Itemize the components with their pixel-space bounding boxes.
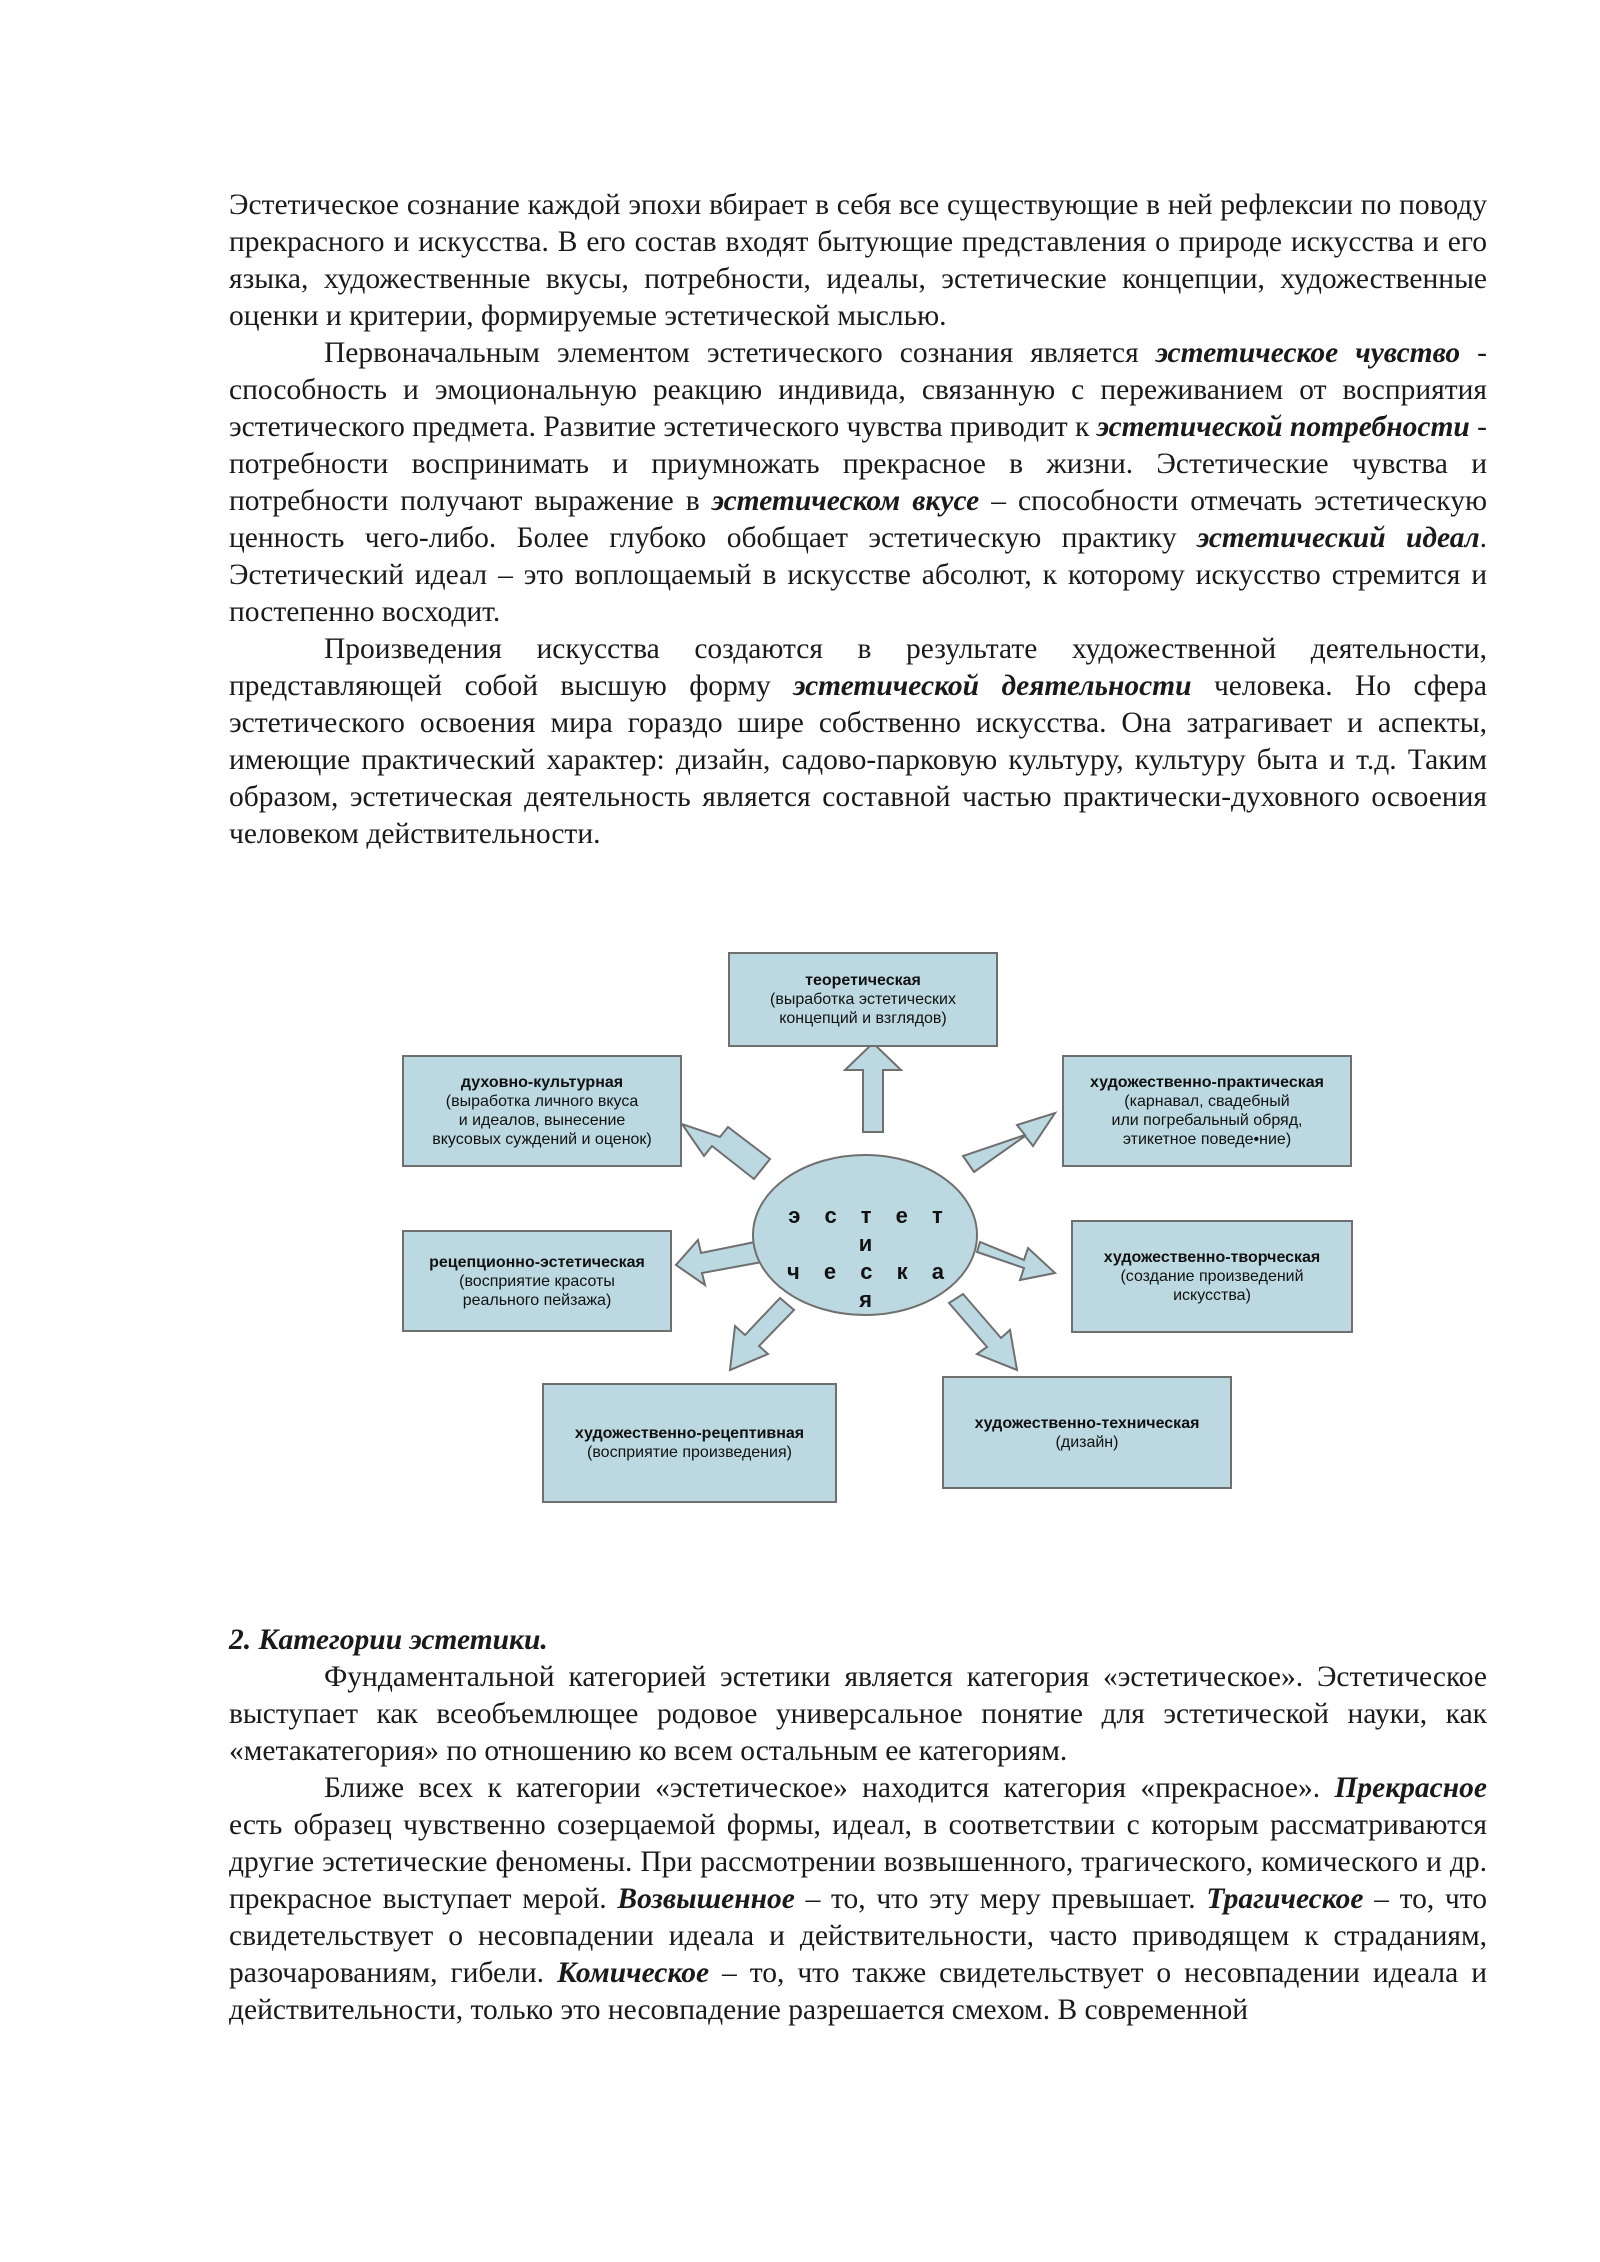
section-heading: 2. Категории эстетики. xyxy=(229,1624,548,1656)
box-creative-title: художественно-творческая xyxy=(1103,1249,1321,1266)
term-sublime: Возвышенное xyxy=(617,1883,795,1915)
paragraph-1: Эстетическое сознание каждой эпохи вбирает в себя все существующие в ней рефлексии по поводу прекрасного и искусства. В его состав входят бытующие представления о природе искусства и его языка, художественные вкусы, потребности, идеалы, эстетические концепции, художественные оценки и критерии, формируемые эстетической мыслью. xyxy=(229,189,1487,332)
box-artpractical xyxy=(1062,1055,1352,1167)
term-aesthetic-feeling: эстетическое чувство xyxy=(1155,337,1461,369)
box-creative xyxy=(1071,1220,1353,1333)
term-tragic: Трагическое xyxy=(1206,1883,1364,1915)
box-spiritual xyxy=(402,1055,682,1167)
box-technical xyxy=(942,1376,1232,1489)
box-technical-sub: (дизайн) xyxy=(1055,1433,1119,1451)
box-receptional-sub: (восприятие красоты реального пейзажа) xyxy=(459,1272,615,1309)
section2-paragraph-2: Ближе всех к категории «эстетическое» находится категория «прекрасное». Прекрасное есть образец чувственно созерцаемой формы, идеал, в соответствии с которым рассматриваются другие эстетические феномены. При рассмотрении возвышенного, трагического, комического и др. прекрасное выступает мерой. Возвышенное – то, что эту меру превышает. Трагическое – то, что свидетельствует о несовпадении идеала и действительности, часто приводящем к страданиям, разочарованиям, гибели. Комическое – то, что также свидетельствует о несовпадении идеала и действительности, только это несовпадение разрешается смехом. В современной xyxy=(229,1772,1488,2026)
intro-text xyxy=(229,187,1487,853)
box-creative-sub: (создание произведений искусства) xyxy=(1120,1268,1304,1304)
arrow-right xyxy=(977,1242,1055,1280)
box-technical-title: художественно-техническая xyxy=(974,1414,1200,1432)
box-spiritual-sub: (выработка личного вкуса и идеалов, вынесение вкусовых суждений и оценок) xyxy=(432,1093,652,1148)
paragraph-2: Первоначальным элементом эстетического сознания является эстетическое чувство - способность и эмоциональную реакцию индивида, связанную с переживанием от восприятия эстетического предмета. Развитие эстетического чувства приводит к эстетической потребности - потребности воспринимать и приумножать прекрасное в жизни. Эстетические чувства и потребности получают выражение в эстетическом вкусе – способности отмечать эстетическую ценность чего-либо. Более глубоко обобщает эстетическую практику эстетический идеал. Эстетический идеал – это воплощаемый в искусстве абсолют, к которому искусство стремится и постепенно восходит. xyxy=(229,337,1488,628)
paragraph-3: Произведения искусства создаются в результате художественной деятельности, представляющей собой высшую форму эстетической деятельности человека. Но сфера эстетического освоения мира гораздо шире собственно искусства. Она затрагивает и аспекты, имеющие практический характер: дизайн, садово-парковую культуру, культуру быта и т.д. Таким образом, эстетическая деятельность является составной частью практически-духовного освоения человеком действительности. xyxy=(229,633,1487,850)
box-theoretical-title: теоретическая xyxy=(805,972,921,989)
term-aesthetic-need: эстетической потребности xyxy=(1096,411,1470,443)
term-aesthetic-taste: эстетическом вкусе xyxy=(711,485,980,517)
arrow-left xyxy=(676,1240,762,1285)
box-artpractical-title: художественно-практическая xyxy=(1090,1074,1324,1091)
aesthetic-activity-diagram xyxy=(390,940,1370,1520)
box-receptive xyxy=(542,1383,837,1503)
section-2 xyxy=(229,1622,1487,2029)
box-receptional xyxy=(402,1230,672,1332)
box-receptional-title: рецепционно-эстетическая xyxy=(429,1253,645,1271)
box-spiritual-title: духовно-культурная xyxy=(460,1074,624,1091)
center-label: э с т е т и ч е с к а я xyxy=(787,1203,953,1312)
arrow-up xyxy=(845,1043,901,1132)
box-theoretical xyxy=(728,952,998,1047)
term-beautiful: Прекрасное xyxy=(1334,1772,1487,1804)
box-receptive-sub: (восприятие произведения) xyxy=(587,1444,792,1461)
arrow-upper-right xyxy=(963,1113,1055,1172)
term-comic: Комическое xyxy=(556,1957,710,1989)
term-aesthetic-activity: эстетической деятельности xyxy=(793,670,1192,702)
section2-paragraph-1: Фундаментальной категорией эстетики является категория «эстетическое». Эстетическое выступает как всеобъемлющее родовое универсальное понятие для эстетической науки, как «метакатегория» по отношению ко всем остальным ее категориям. xyxy=(229,1661,1487,1767)
term-aesthetic-ideal: эстетический идеал xyxy=(1196,522,1480,554)
arrow-upper-left xyxy=(682,1124,770,1179)
box-theoretical-sub: (выработка эстетических концепций и взглядов) xyxy=(770,991,956,1027)
box-artpractical-sub: (карнавал, свадебный или погребальный обряд, этикетное поведе•ние) xyxy=(1111,1093,1303,1148)
box-receptive-title: художественно-рецептивная xyxy=(574,1425,805,1442)
